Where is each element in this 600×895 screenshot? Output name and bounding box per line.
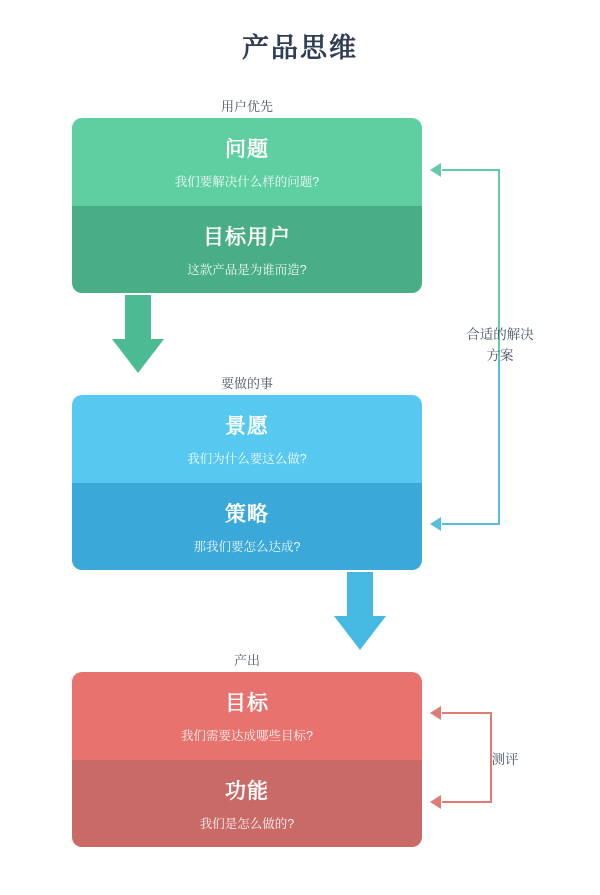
row-vision-subtitle: 我们为什么要这么做? — [187, 452, 307, 467]
section-label-output: 产出 — [233, 653, 260, 668]
row-feature-title: 功能 — [225, 779, 269, 803]
row-problem-title: 问题 — [225, 138, 269, 162]
arrow-down-green-icon — [108, 295, 168, 373]
connector-solution-label-line2: 方案 — [486, 347, 514, 363]
row-problem[interactable] — [72, 118, 422, 206]
row-target-user-subtitle: 这款产品是为谁而造? — [187, 262, 307, 277]
row-feature-subtitle: 我们是怎么做的? — [199, 816, 295, 831]
connector-horizontal-line-bottom — [442, 801, 492, 803]
arrow-left-blue-icon — [430, 517, 441, 531]
row-strategy-title: 策略 — [225, 502, 269, 526]
connector-horizontal-line-top — [442, 712, 492, 714]
row-goal[interactable] — [72, 672, 422, 760]
row-vision-title: 景愿 — [225, 415, 269, 439]
block-user-first — [72, 118, 422, 293]
section-label-things-to-do: 要做的事 — [220, 376, 273, 391]
row-problem-subtitle: 我们要解决什么样的问题? — [174, 175, 320, 190]
row-strategy-subtitle: 那我们要怎么达成? — [193, 539, 301, 554]
row-goal-title: 目标 — [225, 692, 269, 716]
arrow-left-red-bottom-icon — [430, 795, 441, 809]
row-vision[interactable] — [72, 395, 422, 483]
arrow-head — [112, 339, 164, 373]
arrow-down-blue-icon — [330, 572, 390, 650]
row-strategy[interactable] — [72, 483, 422, 571]
connector-solution-label — [440, 325, 560, 367]
connector-horizontal-line-bottom — [442, 523, 500, 525]
connector-vertical-line-lower — [498, 360, 500, 525]
arrow-head — [334, 616, 386, 650]
page-title: 产品思维 — [242, 33, 358, 63]
row-target-user[interactable] — [72, 206, 422, 294]
row-target-user-title: 目标用户 — [203, 225, 291, 249]
connector-horizontal-line-top — [442, 169, 500, 171]
block-things-to-do — [72, 395, 422, 570]
arrow-stem — [347, 572, 373, 622]
section-label-user-first: 用户优先 — [220, 99, 273, 114]
connector-solution-label-line1: 合适的解决 — [466, 327, 534, 342]
row-feature[interactable] — [72, 760, 422, 848]
arrow-stem — [125, 295, 151, 345]
arrow-left-red-top-icon — [430, 706, 441, 720]
connector-evaluation-label: 测评 — [491, 752, 519, 767]
block-output — [72, 672, 422, 847]
row-goal-subtitle: 我们需要达成哪些目标? — [181, 729, 313, 744]
arrow-left-green-icon — [430, 163, 441, 177]
